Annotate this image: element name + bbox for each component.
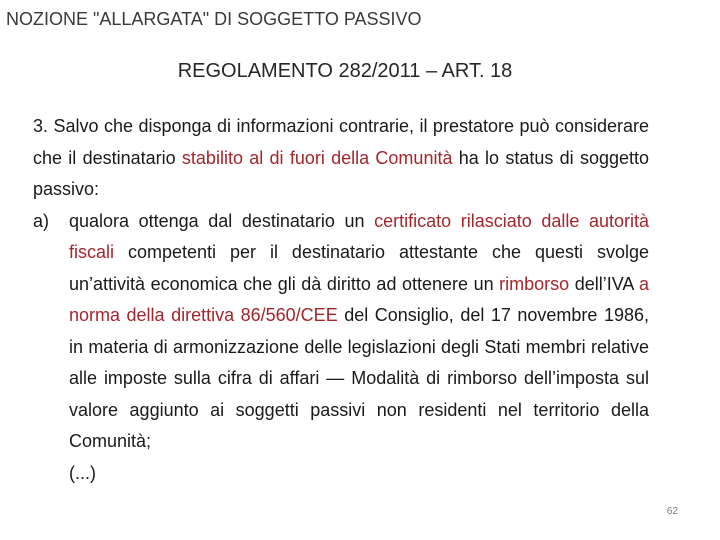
- page-number: 62: [666, 506, 678, 517]
- regulation-subtitle: REGOLAMENTO 282/2011 – ART. 18: [177, 60, 513, 82]
- list-item-a: [33, 206, 649, 490]
- paragraph-3: [33, 111, 649, 206]
- item-text: competenti per il destinatario attestante che questi svolge un’attività economica che gli dà diritto ad ottenere un: [69, 242, 649, 294]
- list-item-a-text: [69, 206, 649, 458]
- paragraph-text: 3. Salvo che disponga di informazioni contrarie, il prestatore può considerare che il destinatario: [33, 116, 649, 168]
- item-text: qualora ottenga dal destinatario un: [69, 210, 375, 231]
- article-body: [33, 111, 649, 489]
- highlight-non-eu-established: stabilito al di fuori della Comunità: [181, 147, 453, 168]
- item-text: del Consiglio, del 17 novembre 1986, in materia di armonizzazione delle legislazioni degli Stati membri relative alle imposte sulla cifra di affari — Modalità di rimborso dell’imposta sul valore aggiunto ai soggetti passivi non residenti nel territorio della Comunità;: [69, 305, 649, 451]
- list-marker-a: a): [33, 210, 50, 231]
- highlight-certificate: certificato rilasciato dalle autorità fiscali: [69, 210, 649, 262]
- highlight-refund: rimborso: [499, 273, 570, 294]
- highlight-directive: a norma della direttiva 86/560/CEE: [69, 273, 649, 325]
- item-text: dell’IVA: [569, 273, 639, 294]
- slide-header-title: NOZIONE "ALLARGATA" DI SOGGETTO PASSIVO: [6, 9, 422, 29]
- ellipsis: (...): [69, 462, 96, 483]
- paragraph-text: ha lo status di soggetto passivo:: [33, 147, 649, 199]
